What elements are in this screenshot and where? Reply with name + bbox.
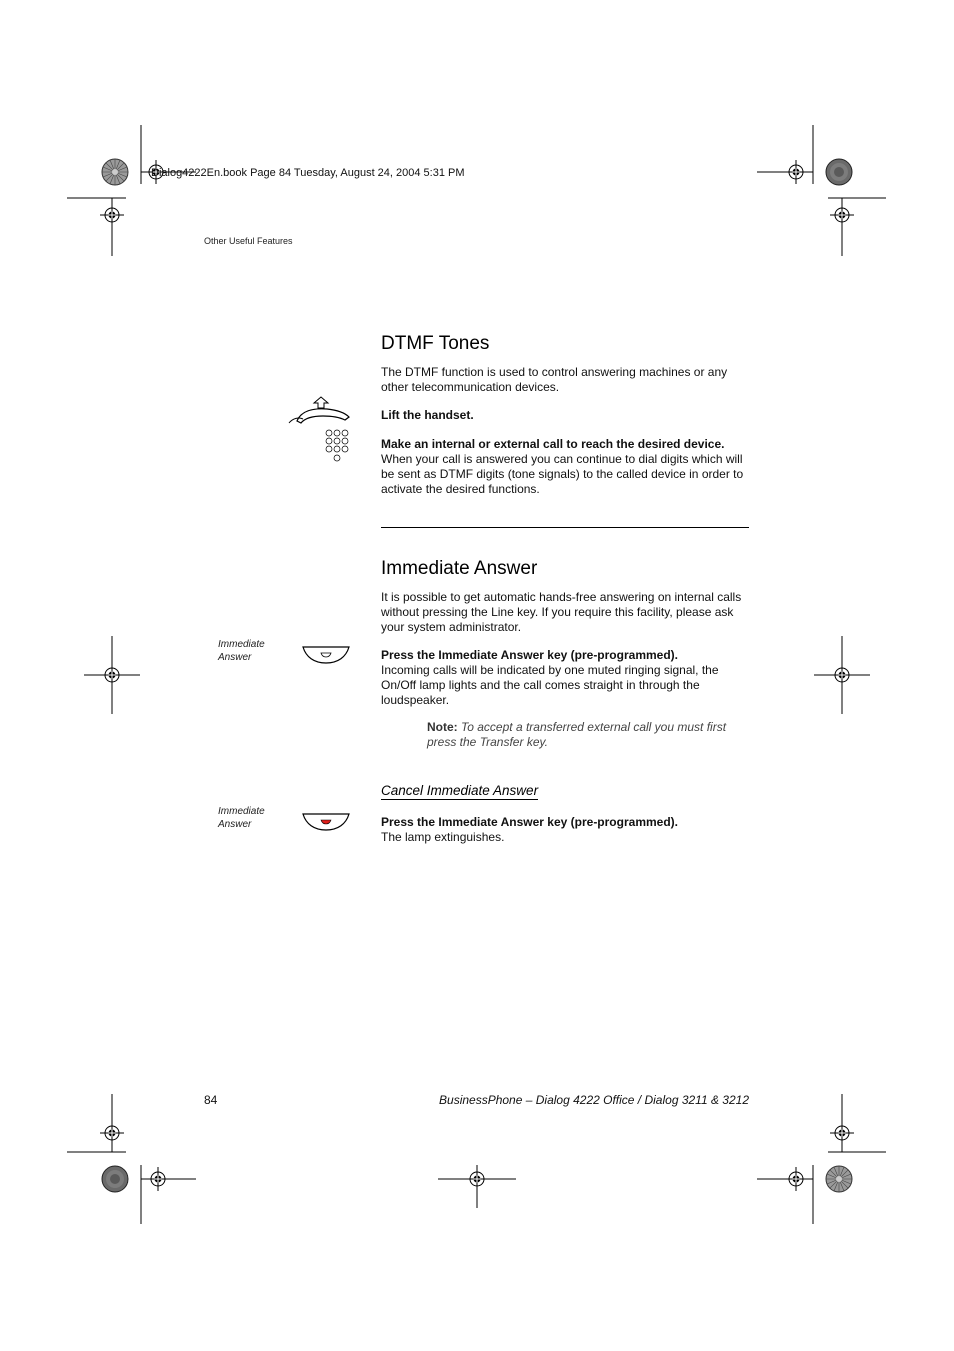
immediate-note [427, 720, 757, 750]
handset-icon [287, 395, 353, 429]
dtmf-title: DTMF Tones [381, 333, 490, 354]
registration-mark-icon [100, 203, 124, 227]
immediate-title: Immediate Answer [381, 558, 538, 579]
cancel-key-label-line2: Answer [218, 819, 252, 830]
registration-mark-icon [100, 1121, 124, 1145]
note-label: Note: [427, 720, 458, 734]
color-wheel-icon [826, 159, 852, 185]
color-wheel-icon [102, 1166, 128, 1192]
immediate-answer-key-lit-icon[interactable] [302, 812, 350, 832]
print-header: Dialog4222En.book Page 84 Tuesday, August 24, 2004 5:31 PM [151, 167, 465, 179]
dtmf-step2 [381, 437, 753, 497]
registration-mark-icon [100, 663, 124, 687]
dtmf-step2-text: When your call is answered you can continue to dial digits which will be sent as DTMF digits (tone signals) to the called device in order to activate the desired functions. [381, 452, 744, 496]
cancel-step-text: The lamp extinguishes. [381, 830, 505, 844]
registration-mark-icon [830, 663, 854, 687]
page-number: 84 [204, 1093, 218, 1107]
dtmf-step2-heading: Make an internal or external call to reach the desired device. [381, 437, 725, 451]
color-wheel-icon [826, 1166, 852, 1192]
immediate-key-label-line1: Immediate [218, 639, 265, 650]
cancel-step-heading: Press the Immediate Answer key (pre-programmed). [381, 815, 678, 829]
cancel-title: Cancel Immediate Answer [381, 783, 539, 798]
cancel-key-label [218, 805, 265, 831]
immediate-step [381, 648, 753, 708]
registration-mark-icon [146, 1167, 170, 1191]
footer-title: BusinessPhone – Dialog 4222 Office / Dialog 3211 & 3212 [439, 1093, 749, 1107]
immediate-intro: It is possible to get automatic hands-free answering on internal calls without pressing the Line key. If you require this facility, please ask your system administrator. [381, 590, 742, 634]
immediate-key-label-line2: Answer [218, 652, 252, 663]
section-label: Other Useful Features [204, 236, 293, 246]
dtmf-step1: Lift the handset. [381, 408, 474, 422]
note-text: To accept a transferred external call you must first press the Transfer key. [427, 720, 727, 749]
immediate-answer-key-icon[interactable] [302, 645, 350, 665]
immediate-step-text: Incoming calls will be indicated by one muted ringing signal, the On/Off lamp lights and the call comes straight in through the loudspeaker. [381, 663, 719, 707]
immediate-step-heading: Press the Immediate Answer key (pre-programmed). [381, 648, 678, 662]
section-divider [381, 527, 749, 528]
keypad-icon [324, 428, 354, 464]
registration-mark-icon [784, 160, 808, 184]
registration-mark-icon [830, 1121, 854, 1145]
color-wheel-icon [102, 159, 128, 185]
cancel-key-label-line1: Immediate [218, 806, 265, 817]
registration-mark-icon [830, 203, 854, 227]
cancel-step [381, 815, 753, 845]
immediate-key-label [218, 638, 265, 664]
registration-mark-icon [784, 1167, 808, 1191]
registration-mark-icon [465, 1167, 489, 1191]
dtmf-intro: The DTMF function is used to control answering machines or any other telecommunication devices. [381, 365, 728, 394]
